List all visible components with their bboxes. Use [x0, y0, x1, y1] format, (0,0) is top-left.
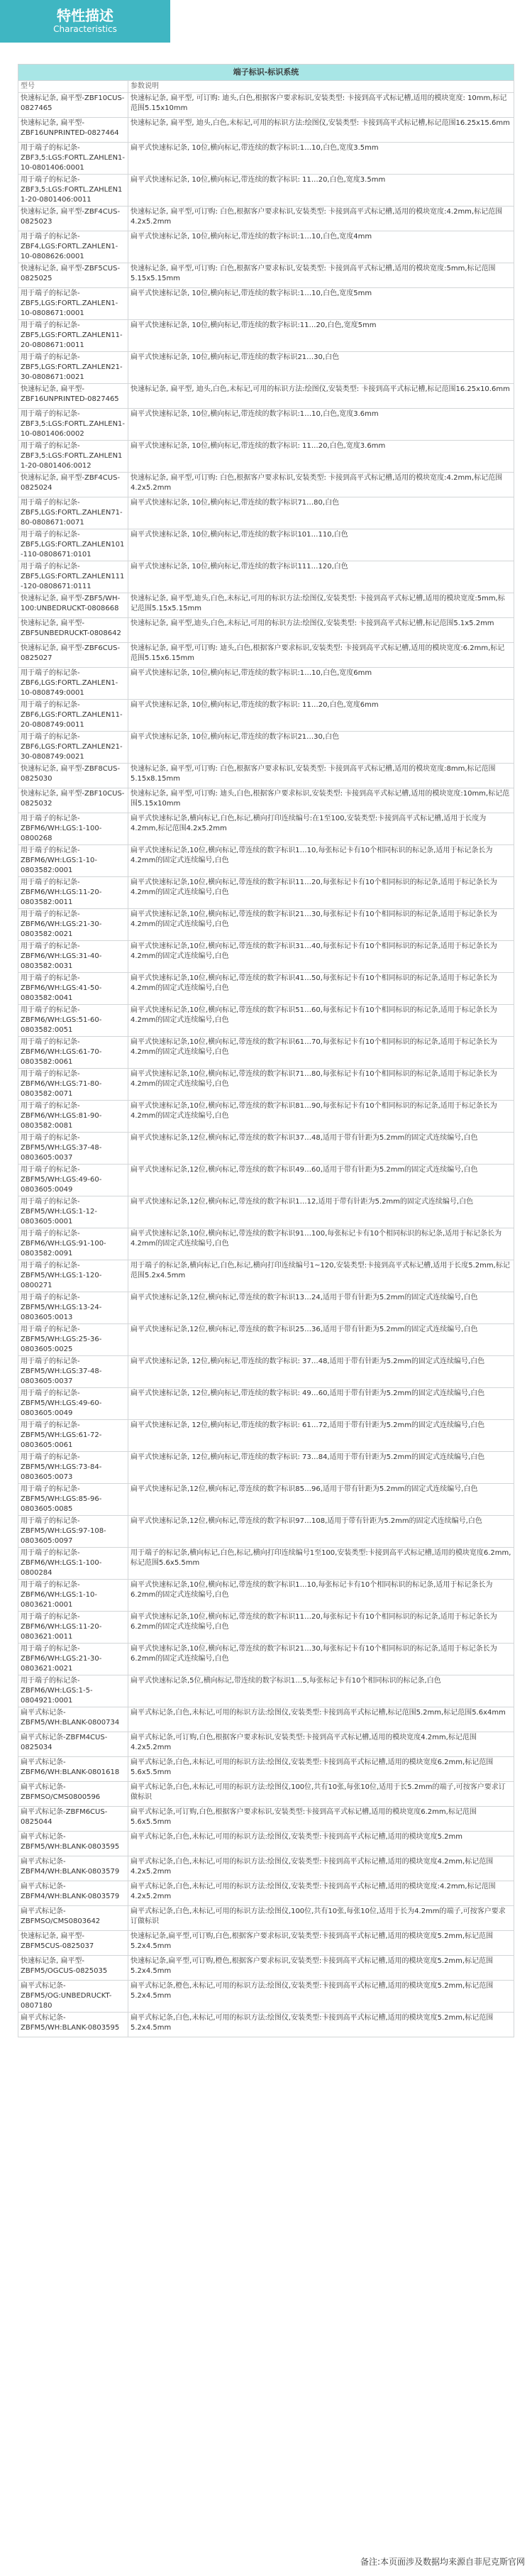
cell-model: 用于端子的标记条-ZBF3,5:LGS:FORTL.ZAHLEN11-20-0801406:0011	[18, 175, 128, 207]
cell-model: 用于端子的标记条-ZBFM6/WH:LGS:1-100-0800284	[18, 1548, 128, 1580]
cell-desc: 扁平式快速标记条, 10位,横向标记,带连续的数字标识:11…20,白色,宽度5mm	[128, 320, 514, 352]
cell-desc: 快速标记条, 扁平型,迪头,白色,未标记,可用的标识方法:绘图仪,安装类型: 卡接到高平式标记槽,适用的模块宽度:5mm,标记范围5.15x5.15mm	[128, 593, 514, 618]
table-row	[18, 207, 514, 231]
cell-desc: 扁平式快速标记条,10位,横向标记,带连续的数字标识91…100,每张标记卡有10个相同标识的标记条,适用于标记条长为4.2mm的固定式连续编号,白色	[128, 1228, 514, 1260]
table-row	[18, 320, 514, 352]
table-row	[18, 1037, 514, 1069]
cell-desc: 扁平式快速标记条, 10位,横向标记,带连续的数字标识21…30,白色	[128, 352, 514, 384]
table-row	[18, 352, 514, 384]
cell-model: 快速标记条, 扁平型-ZBF8CUS-0825030	[18, 764, 128, 788]
table-row	[18, 409, 514, 441]
cell-desc: 扁平式快速标记条, 10位,横向标记,带连续的数字标识:1…10,白色,宽度3.5mm	[128, 143, 514, 175]
cell-desc: 扁平式快速标记条, 12位,横向标记,带连续的数字标识: 49…60,适用于带有针距为5.2mm的固定式连续编号,白色	[128, 1388, 514, 1420]
table-row	[18, 263, 514, 288]
cell-model: 用于端子的标记条-ZBFM5/WH:LGS:97-108-0803605:0097	[18, 1516, 128, 1548]
cell-desc: 扁平式快速标记条, 12位,横向标记,带连续的数字标识: 37…48,适用于带有针距为5.2mm的固定式连续编号,白色	[128, 1356, 514, 1388]
cell-model: 用于端子的标记条-ZBFM6/WH:LGS:21-30-0803582:0021	[18, 909, 128, 941]
table-row	[18, 788, 514, 813]
cell-desc: 扁平式快速标记条,10位,横向标记,带连续的数字标识41…50,每张标记卡有10个相同标识的标记条,适用于标记条长为4.2mm的固定式连续编号,白色	[128, 973, 514, 1005]
table-row	[18, 93, 514, 118]
cell-desc: 扁平式快速标记条,12位,横向标记,带连续的数字标识49…60,适用于带有针距为5.2mm的固定式连续编号,白色	[128, 1165, 514, 1196]
cell-desc: 扁平式标记条,可订购,白色,根据客户要求标识,安装类型:卡接到高平式标记槽,适用的模块宽度6.2mm,标记范围5.6x5.5mm	[128, 1807, 514, 1832]
cell-model: 快速标记条, 扁平型-ZBF10CUS-0825032	[18, 788, 128, 813]
cell-desc: 扁平式快速标记条, 10位,横向标记,带连续的数字标识71…80,白色	[128, 497, 514, 529]
cell-model: 用于端子的标记条-ZBF5,LGS:FORTL.ZAHLEN111-120-0808671:0111	[18, 561, 128, 593]
cell-model: 快速标记条, 扁平型-ZBFM5/OGCUS-0825035	[18, 1956, 128, 1981]
table-row	[18, 1832, 514, 1856]
table-row	[18, 1707, 514, 1732]
cell-model: 用于端子的标记条-ZBF6,LGS:FORTL.ZAHLEN11-20-0808749:0011	[18, 700, 128, 732]
table-row	[18, 118, 514, 143]
section-title-en: Characteristics	[53, 24, 117, 34]
table-row	[18, 441, 514, 473]
table-row	[18, 845, 514, 877]
cell-desc: 扁平式快速标记条,10位,横向标记,带连续的数字标识1…10,每张标记卡有10个相同标识的标记条,适用于标记条长为4.2mm的固定式连续编号,白色	[128, 845, 514, 877]
table-row	[18, 1069, 514, 1101]
table-row	[18, 593, 514, 618]
cell-desc: 快速标记条, 扁平型, 迪头,白色,未标记,可用的标识方法:绘图仪,安装类型: 卡接到高平式标记槽,标记范围16.25x10.6mm	[128, 384, 514, 409]
cell-model: 用于端子的标记条-ZBFM5/WH:LGS:85-96-0803605:0085	[18, 1484, 128, 1516]
cell-desc: 扁平式快速标记条, 10位,横向标记,带连续的数字标识:1…10,白色,宽度6mm	[128, 668, 514, 700]
table-row	[18, 700, 514, 732]
table-row	[18, 384, 514, 409]
cell-model: 扁平式标记条-ZBFM5/WH:BLANK-0803595	[18, 1832, 128, 1856]
table-row	[18, 231, 514, 263]
cell-desc: 快速标记条, 扁平型,可订购: 迪头,白色,根据客户要求标识,安装类型: 卡接到高平式标记槽,适用的模块宽度:10mm,标记范围5.15x10mm	[128, 788, 514, 813]
table-row	[18, 1732, 514, 1757]
cell-desc: 扁平式快速标记条,12位,横向标记,带连续的数字标识37…48,适用于带有针距为5.2mm的固定式连续编号,白色	[128, 1133, 514, 1165]
table-row	[18, 1452, 514, 1484]
cell-model: 用于端子的标记条-ZBFM5/WH:LGS:1-120-0800271	[18, 1260, 128, 1292]
table-row	[18, 2013, 514, 2037]
cell-desc: 扁平式快速标记条,10位,横向标记,带连续的数字标识11…20,每张标记卡有10个相同标识的标记条,适用于标记条长为6.2mm的固定式连续编号,白色	[128, 1612, 514, 1644]
table-row	[18, 668, 514, 700]
cell-desc: 扁平式快速标记条, 10位,横向标记,带连续的数字标识: 11…20,白色,宽度3.5mm	[128, 175, 514, 207]
cell-desc: 快速标记条, 扁平型,可订购: 白色,根据客户要求标识,安装类型: 卡接到高平式标记槽,适用的模块宽度:4.2mm,标记范围4.2x5.2mm	[128, 207, 514, 231]
cell-model: 用于端子的标记条-ZBFM5/WH:LGS:73-84-0803605:0073	[18, 1452, 128, 1484]
cell-model: 用于端子的标记条-ZBF5,LGS:FORTL.ZAHLEN1-10-0808671:0001	[18, 288, 128, 320]
cell-model: 用于端子的标记条-ZBFM6/WH:LGS:1-10-0803621:0001	[18, 1580, 128, 1612]
cell-model: 用于端子的标记条-ZBF5,LGS:FORTL.ZAHLEN101-110-0808671:0101	[18, 529, 128, 561]
cell-desc: 快速标记条, 扁平型, 迪头,白色,未标记,可用的标识方法:绘图仪,安装类型: 卡接到高平式标记槽,标记范围16.25x15.6mm	[128, 118, 514, 143]
table-row	[18, 1675, 514, 1707]
cell-model: 用于端子的标记条-ZBF5,LGS:FORTL.ZAHLEN21-30-0808671:0021	[18, 352, 128, 384]
cell-model: 快速标记条, 扁平型-ZBF5CUS-0825025	[18, 263, 128, 288]
table-row	[18, 1580, 514, 1612]
cell-desc: 扁平式快速标记条,5位,横向标记,带连续的数字标识1…5,每张标记卡有10个相同标识的标记条,白色	[128, 1675, 514, 1707]
cell-desc: 扁平式快速标记条,10位,横向标记,带连续的数字标识21…30,每张标记卡有10个相同标识的标记条,适用于标记条长为6.2mm的固定式连续编号,白色	[128, 1644, 514, 1675]
cell-model: 用于端子的标记条-ZBF4,LGS:FORTL.ZAHLEN1-10-0808626:0001	[18, 231, 128, 263]
cell-desc: 扁平式标记条,白色,未标记,可用的标识方法:绘图仪,安装类型:卡接到高平式标记槽,适用的模块宽度6.2mm,标记范围5.6x5.5mm	[128, 1757, 514, 1782]
table-row	[18, 618, 514, 643]
cell-desc: 扁平式标记条,白色,未标记,可用的标识方法:绘图仪,安装类型:卡接到高平式标记槽,适用的模块宽度5.2mm	[128, 1832, 514, 1856]
cell-model: 用于端子的标记条-ZBF3,5:LGS:FORTL.ZAHLEN1-10-0801406:0002	[18, 409, 128, 441]
cell-desc: 扁平式快速标记条, 10位,横向标记,带连续的数字标识101…110,白色	[128, 529, 514, 561]
cell-model: 用于端子的标记条-ZBF3,5:LGS:FORTL.ZAHLEN1-10-0801406:0001	[18, 143, 128, 175]
cell-desc: 扁平式标记条,橙色,未标记,可用的标识方法:绘图仪,安装类型:卡接到高平式标记槽,适用的模块宽度5.2mm,标记范围5.2x4.5mm	[128, 1981, 514, 2013]
cell-model: 扁平式标记条-ZBFM4CUS-0825034	[18, 1732, 128, 1757]
table-row	[18, 643, 514, 668]
table-title: 端子标识-标识系统	[18, 65, 514, 81]
cell-desc: 扁平式快速标记条,10位,横向标记,带连续的数字标识81…90,每张标记卡有10个相同标识的标记条,适用于标记条长为4.2mm的固定式连续编号,白色	[128, 1101, 514, 1133]
cell-model: 扁平式标记条-ZBFM4/WH:BLANK-0803579	[18, 1856, 128, 1881]
cell-model: 用于端子的标记条-ZBF5,LGS:FORTL.ZAHLEN11-20-0808671:0011	[18, 320, 128, 352]
table-row	[18, 1612, 514, 1644]
cell-desc: 快速标记条,扁平型,可订购,白色,根据客户要求标识,安装类型:卡接到高平式标记槽,适用的模块宽度5.2mm,标记范围5.2x4.5mm	[128, 1931, 514, 1956]
cell-desc: 快速标记条, 扁平型,可订购: 迪头,白色,根据客户要求标识,安装类型: 卡接到高平式标记槽,适用的模块宽度:6.2mm,标记范围5.15x6.15mm	[128, 643, 514, 668]
cell-model: 扁平式标记条-ZBFM5/WH:BLANK-0800734	[18, 1707, 128, 1732]
cell-desc: 扁平式快速标记条, 10位,横向标记,带连续的数字标识: 11…20,白色,宽度6mm	[128, 700, 514, 732]
cell-desc: 扁平式快速标记条,10位,横向标记,带连续的数字标识21…30,每张标记卡有10个相同标识的标记条,适用于标记条长为4.2mm的固定式连续编号,白色	[128, 909, 514, 941]
section-tab	[0, 0, 170, 43]
table-row	[18, 1324, 514, 1356]
cell-model: 用于端子的标记条-ZBF3,5:LGS:FORTL.ZAHLEN11-20-0801406:0012	[18, 441, 128, 473]
table-row	[18, 1881, 514, 1906]
cell-desc: 快速标记条, 扁平型,可订购: 白色,根据客户要求标识,安装类型: 卡接到高平式标记槽,适用的模块宽度:4.2mm,标记范围4.2x5.2mm	[128, 473, 514, 497]
cell-model: 用于端子的标记条-ZBFM6/WH:LGS:11-20-0803582:0011	[18, 877, 128, 909]
table-row	[18, 175, 514, 207]
table-row	[18, 1101, 514, 1133]
column-header-desc: 参数说明	[128, 81, 514, 93]
cell-model: 用于端子的标记条-ZBF6,LGS:FORTL.ZAHLEN1-10-0808749:0001	[18, 668, 128, 700]
cell-model: 用于端子的标记条-ZBF6,LGS:FORTL.ZAHLEN21-30-0808749:0021	[18, 732, 128, 764]
spec-table-container	[18, 64, 514, 2037]
cell-desc: 扁平式标记条,白色,未标记,可用的标识方法:绘图仪,100位,共有10张,每张10位,适用于长5.2mm的端子,可按客户要求订做标识	[128, 1782, 514, 1807]
cell-model: 用于端子的标记条-ZBFM6/WH:LGS:81-90-0803582:0081	[18, 1101, 128, 1133]
cell-desc: 扁平式标记条,白色,未标记,可用的标识方法:绘图仪,安装类型:卡接到高平式标记槽,适用的模块宽度5.2mm,标记范围5.2x4.5mm	[128, 2013, 514, 2037]
table-row	[18, 497, 514, 529]
cell-model: 扁平式标记条-ZBFM6CUS-0825044	[18, 1807, 128, 1832]
cell-model: 扁平式标记条-ZBFM4/WH:BLANK-0803579	[18, 1881, 128, 1906]
cell-model: 扁平式标记条-ZBFM5/WH:BLANK-0803595	[18, 2013, 128, 2037]
cell-desc: 扁平式快速标记条,12位,横向标记,带连续的数字标识13…24,适用于带有针距为5.2mm的固定式连续编号,白色	[128, 1292, 514, 1324]
table-row	[18, 1484, 514, 1516]
cell-model: 扁平式标记条-ZBFMSO/CMS0800596	[18, 1782, 128, 1807]
cell-model: 扁平式标记条-ZBFMSO/CMS0803642	[18, 1906, 128, 1931]
cell-desc: 扁平式快速标记条,12位,横向标记,带连续的数字标识85…96,适用于带有针距为5.2mm的固定式连续编号,白色	[128, 1484, 514, 1516]
section-header	[0, 0, 532, 43]
table-row	[18, 1420, 514, 1452]
cell-desc: 扁平式快速标记条,横向标记,白色,标记,横向打印连续编号:在1至100,安装类型:卡接到高平式标记槽,适用于长度为4.2mm,标记范围4.2x5.2mm	[128, 813, 514, 845]
cell-desc: 扁平式快速标记条,10位,横向标记,带连续的数字标识71…80,每张标记卡有10个相同标识的标记条,适用于标记条长为4.2mm的固定式连续编号,白色	[128, 1069, 514, 1101]
cell-model: 用于端子的标记条-ZBFM6/WH:LGS:21-30-0803621:0021	[18, 1644, 128, 1675]
cell-model: 扁平式标记条-ZBFM6/WH:BLANK-0801618	[18, 1757, 128, 1782]
cell-model: 用于端子的标记条-ZBFM5/WH:LGS:1-12-0803605:0001	[18, 1196, 128, 1228]
section-title-cn: 特性描述	[57, 7, 113, 24]
table-row	[18, 1260, 514, 1292]
cell-desc: 扁平式快速标记条,10位,横向标记,带连续的数字标识31…40,每张标记卡有10个相同标识的标记条,适用于标记条长为4.2mm的固定式连续编号,白色	[128, 941, 514, 973]
cell-model: 用于端子的标记条-ZBFM6/WH:LGS:11-20-0803621:0011	[18, 1612, 128, 1644]
cell-desc: 用于端子的标记条,横向标记,白色,标记,横向打印连续编号1至100,安装类型:卡接到高平式标记槽,适用的模块宽度6.2mm,标记范围5.6x5.5mm	[128, 1548, 514, 1580]
table-row	[18, 473, 514, 497]
table-row	[18, 561, 514, 593]
cell-model: 快速标记条, 扁平型-ZBF16UNPRINTED-0827464	[18, 118, 128, 143]
table-row	[18, 1782, 514, 1807]
cell-model: 用于端子的标记条-ZBFM6/WH:LGS:1-100-0800268	[18, 813, 128, 845]
table-row	[18, 877, 514, 909]
table-row	[18, 1228, 514, 1260]
cell-desc: 扁平式快速标记条, 10位,横向标记,带连续的数字标识: 11…20,白色,宽度3.6mm	[128, 441, 514, 473]
cell-model: 用于端子的标记条-ZBFM5/WH:LGS:25-36-0803605:0025	[18, 1324, 128, 1356]
table-row	[18, 1931, 514, 1956]
table-row	[18, 1388, 514, 1420]
cell-desc: 扁平式快速标记条,12位,横向标记,带连续的数字标识97…108,适用于带有针距为5.2mm的固定式连续编号,白色	[128, 1516, 514, 1548]
cell-model: 用于端子的标记条-ZBFM6/WH:LGS:91-100-0803582:0091	[18, 1228, 128, 1260]
cell-desc: 扁平式快速标记条,12位,横向标记,带连续的数字标识1…12,适用于带有针距为5.2mm的固定式连续编号,白色	[128, 1196, 514, 1228]
cell-desc: 扁平式快速标记条, 10位,横向标记,带连续的数字标识:1…10,白色,宽度3.6mm	[128, 409, 514, 441]
cell-desc: 快速标记条,扁平型,可订购,橙色,根据客户要求标识,安装类型:卡接到高平式标记槽,适用的模块宽度5.2mm,标记范围5.2x4.5mm	[128, 1956, 514, 1981]
table-row	[18, 1516, 514, 1548]
table-row	[18, 1644, 514, 1675]
cell-desc: 扁平式标记条,白色,未标记,可用的标识方法:绘图仪,100位,共有10张,每张10位,适用于长为4.2mm的端子,可按客户要求订做标识	[128, 1906, 514, 1931]
cell-model: 扁平式标记条-ZBFM5/OG:UNBEDRUCKT-0807180	[18, 1981, 128, 2013]
cell-model: 用于端子的标记条-ZBFM5/WH:LGS:13-24-0803605:0013	[18, 1292, 128, 1324]
cell-desc: 快速标记条, 扁平型,可订购: 白色,根据客户要求标识,安装类型: 卡接到高平式标记槽,适用的模块宽度:5mm,标记范围5.15x5.15mm	[128, 263, 514, 288]
cell-model: 快速标记条, 扁平型-ZBF5UNBEDRUCKT-0808642	[18, 618, 128, 643]
table-row	[18, 973, 514, 1005]
cell-desc: 扁平式标记条,白色,未标记,可用的标识方法:绘图仪,安装类型:卡接到高平式标记槽,标记范围5.2mm,标记范围5.6x4mm	[128, 1707, 514, 1732]
cell-desc: 快速标记条, 扁平型, 可订购: 迪头,白色,根据客户要求标识,安装类型: 卡接到高平式标记槽,适用的模块宽度: 10mm,标记范围5.15x10mm	[128, 93, 514, 118]
table-row	[18, 813, 514, 845]
cell-desc: 扁平式快速标记条, 12位,横向标记,带连续的数字标识: 61…72,适用于带有针距为5.2mm的固定式连续编号,白色	[128, 1420, 514, 1452]
table-row	[18, 1807, 514, 1832]
table-row	[18, 1196, 514, 1228]
footer-note: 备注:本页面涉及数据均来源自菲尼克斯官网	[360, 2557, 525, 2567]
table-row	[18, 1133, 514, 1165]
table-body	[18, 93, 514, 2037]
column-header-model: 型号	[18, 81, 128, 93]
table-row	[18, 1292, 514, 1324]
cell-desc: 快速标记条, 扁平型,迪头,白色,未标记,可用的标识方法:绘图仪,安装类型: 卡接到高平式标记槽,标记范围5.1x5.2mm	[128, 618, 514, 643]
cell-desc: 扁平式快速标记条,10位,横向标记,带连续的数字标识11…20,每张标记卡有10个相同标识的标记条,适用于标记条长为4.2mm的固定式连续编号,白色	[128, 877, 514, 909]
table-row	[18, 1165, 514, 1196]
table-row	[18, 1757, 514, 1782]
table-row	[18, 1356, 514, 1388]
cell-model: 用于端子的标记条-ZBFM6/WH:LGS:61-70-0803582:0061	[18, 1037, 128, 1069]
cell-desc: 扁平式标记条,可订购,白色,根据客户要求标识,安装类型:卡接到高平式标记槽,适用的模块宽度4.2mm,标记范围4.2x5.2mm	[128, 1732, 514, 1757]
cell-model: 用于端子的标记条-ZBFM6/WH:LGS:1-10-0803582:0001	[18, 845, 128, 877]
table-row	[18, 909, 514, 941]
cell-model: 用于端子的标记条-ZBFM6/WH:LGS:71-80-0803582:0071	[18, 1069, 128, 1101]
cell-desc: 扁平式标记条,白色,未标记,可用的标识方法:绘图仪,安装类型:卡接到高平式标记槽,适用的模块宽度:4.2mm,标记范围4.2x5.2mm	[128, 1881, 514, 1906]
cell-desc: 扁平式快速标记条,10位,横向标记,带连续的数字标识1…10,每张标记卡有10个相同标识的标记条,适用于标记条长为6.2mm的固定式连续编号,白色	[128, 1580, 514, 1612]
cell-model: 快速标记条, 扁平型-ZBF16UNPRINTED-0827465	[18, 384, 128, 409]
table-row	[18, 1956, 514, 1981]
cell-model: 用于端子的标记条-ZBFM5/WH:LGS:37-48-0803605:0037	[18, 1356, 128, 1388]
cell-model: 用于端子的标记条-ZBFM5/WH:LGS:61-72-0803605:0061	[18, 1420, 128, 1452]
table-row	[18, 1548, 514, 1580]
cell-model: 快速标记条, 扁平型-ZBF4CUS-0825023	[18, 207, 128, 231]
cell-model: 用于端子的标记条-ZBF5,LGS:FORTL.ZAHLEN71-80-0808671:0071	[18, 497, 128, 529]
cell-model: 用于端子的标记条-ZBFM6/WH:LGS:1-5-0804921:0001	[18, 1675, 128, 1707]
cell-desc: 扁平式快速标记条, 12位,横向标记,带连续的数字标识: 73…84,适用于带有针距为5.2mm的固定式连续编号,白色	[128, 1452, 514, 1484]
cell-desc: 扁平式快速标记条,12位,横向标记,带连续的数字标识25…36,适用于带有针距为5.2mm的固定式连续编号,白色	[128, 1324, 514, 1356]
table-row	[18, 732, 514, 764]
table-row	[18, 941, 514, 973]
cell-desc: 扁平式快速标记条, 10位,横向标记,带连续的数字标识:1…10,白色,宽度5mm	[128, 288, 514, 320]
cell-model: 用于端子的标记条-ZBFM5/WH:LGS:49-60-0803605:0049	[18, 1388, 128, 1420]
table-row	[18, 143, 514, 175]
table-row	[18, 529, 514, 561]
cell-desc: 用于端子的标记条,横向标记,白色,标记,横向打印连续编号1~120,安装类型:卡接到高平式标记槽,适用于长度5.2mm,标记范围5.2x4.5mm	[128, 1260, 514, 1292]
cell-desc: 扁平式快速标记条,10位,横向标记,带连续的数字标识51…60,每张标记卡有10个相同标识的标记条,适用于标记条长为4.2mm的固定式连续编号,白色	[128, 1005, 514, 1037]
cell-model: 用于端子的标记条-ZBFM6/WH:LGS:41-50-0803582:0041	[18, 973, 128, 1005]
cell-desc: 扁平式快速标记条, 10位,横向标记,带连续的数字标识:1…10,白色,宽度4mm	[128, 231, 514, 263]
table-row	[18, 288, 514, 320]
spec-table	[18, 64, 514, 2037]
table-row	[18, 764, 514, 788]
table-row	[18, 1005, 514, 1037]
cell-model: 快速标记条, 扁平型-ZBF10CUS-0827465	[18, 93, 128, 118]
cell-model: 快速标记条, 扁平型-ZBF4CUS-0825024	[18, 473, 128, 497]
cell-desc: 扁平式标记条,白色,未标记,可用的标识方法:绘图仪,安装类型:卡接到高平式标记槽,适用的模块宽度4.2mm,标记范围4.2x5.2mm	[128, 1856, 514, 1881]
cell-desc: 扁平式快速标记条, 10位,横向标记,带连续的数字标识111…120,白色	[128, 561, 514, 593]
table-row	[18, 1906, 514, 1931]
cell-model: 用于端子的标记条-ZBFM6/WH:LGS:31-40-0803582:0031	[18, 941, 128, 973]
cell-desc: 快速标记条, 扁平型,可订购: 白色,根据客户要求标识,安装类型: 卡接到高平式标记槽,适用的模块宽度:8mm,标记范围5.15x8.15mm	[128, 764, 514, 788]
table-row	[18, 1981, 514, 2013]
cell-model: 用于端子的标记条-ZBFM5/WH:LGS:37-48-0803605:0037	[18, 1133, 128, 1165]
cell-model: 快速标记条, 扁平型-ZBF6CUS-0825027	[18, 643, 128, 668]
cell-model: 用于端子的标记条-ZBFM6/WH:LGS:51-60-0803582:0051	[18, 1005, 128, 1037]
cell-model: 快速标记条, 扁平型-ZBFM5CUS-0825037	[18, 1931, 128, 1956]
cell-model: 用于端子的标记条-ZBFM5/WH:LGS:49-60-0803605:0049	[18, 1165, 128, 1196]
cell-model: 快速标记条, 扁平型-ZBF5/WH-100:UNBEDRUCKT-0808668	[18, 593, 128, 618]
cell-desc: 扁平式快速标记条,10位,横向标记,带连续的数字标识61…70,每张标记卡有10个相同标识的标记条,适用于标记条长为4.2mm的固定式连续编号,白色	[128, 1037, 514, 1069]
table-row	[18, 1856, 514, 1881]
cell-desc: 扁平式快速标记条, 10位,横向标记,带连续的数字标识21…30,白色	[128, 732, 514, 764]
